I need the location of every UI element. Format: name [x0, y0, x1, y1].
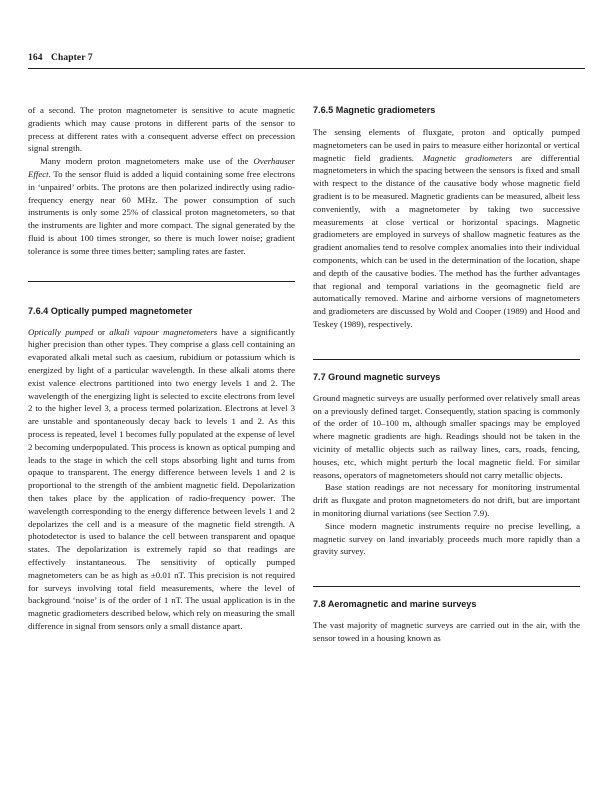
term-alkali-vapour: alkali vapour magnetometers [109, 326, 218, 337]
section-rule-7-6-4 [28, 281, 295, 282]
paragraph-overhauser: Many modern proton magnetometers make use of the Overhauser Effect. To the sensor fluid is added a liquid containing some free electrons in ‘unpaired’ orbits. The protons are then polarized indirectly using radio-frequency energy near 60 MHz. The power consumption of such instruments is only some 25% of classical proton magnetometers, so that the instruments are lighter and more compact. The signal generated by the fluid is about 100 times stronger, so there is much lower noise; gradient tolerance is some three times better; sampling rates are faster. [28, 156, 295, 256]
chapter-label: Chapter 7 [51, 53, 93, 63]
paragraph-proton-sensitivity: of a second. The proton magnetometer is sensitive to acute magnetic gradients which may cause protons in different parts of the sensor to precess at different rates with a consequent adverse effect on precession signal strength. [28, 105, 295, 154]
header-rule [28, 68, 585, 69]
right-column [313, 104, 580, 645]
heading-7-8: 7.8 Aeromagnetic and marine surveys [313, 599, 477, 610]
paragraph-optically-pumped: Optically pumped or alkali vapour magnetometers have a significantly higher precision than other types. They comprise a glass cell containing an evaporated alkali metal such as caesium, rubidium or potassium which is energized by light of a particular wavelength. In these alkali atoms there exist valence electrons partitioned into two energy levels 1 and 2. The wavelength of the energizing light is selected to excite electrons from level 2 to the higher level 3, a process termed polarization. Electrons at level 3 are unstable and spontaneously decay back to levels 1 and 2. As this process is repeated, level 1 becomes fully populated at the expense of level 2 becoming underpopulated. This process is known as optical pumping and leads to the stage in which the cell stops absorbing light and turns from opaque to transparent. The energy difference between levels 1 and 2 is proportional to the strength of the ambient magnetic field. Depolarization then takes place by the application of radio-frequency power. The wavelength corresponding to the energy difference between levels 1 and 2 depolarizes the cell and is a measure of the magnetic field strength. A photodetector is used to balance the cell between transparent and opaque states. The depolarization is extremely rapid so that readings are effectively instantaneous. The sensitivity of optically pumped magnetometers can be as high as ±0.01 nT. This precision is not required for surveys involving total field measurements, where the level of background ‘noise’ is of the order of 1 nT. The usual application is in the magnetic gradiometers described below, which rely on measuring the small difference in signal from sensors only a small distance apart. [28, 326, 295, 631]
paragraph-aeromagnetic: The vast majority of magnetic surveys are carried out in the air, with the sensor towed in a housing known as [313, 620, 580, 643]
page-number: 164 [28, 53, 43, 63]
section-rule-7-7 [313, 359, 580, 360]
paragraph-ground-surveys: Ground magnetic surveys are usually performed over relatively small areas on a previously defined target. Consequently, station spacing is commonly of the order of 10–100 m, although smaller spacings may be employed where magnetic gradients are high. Readings should not be taken in the vicinity of metallic objects such as railway lines, cars, roads, fencing, houses, etc, which might perturb the local magnetic field. For similar reasons, operators of magnetometers should not carry metallic objects. [313, 392, 580, 480]
heading-7-6-4: 7.6.4 Optically pumped magnetometer [28, 305, 193, 316]
heading-7-6-5: 7.6.5 Magnetic gradiometers [313, 105, 436, 115]
term-optically-pumped: Optically pumped [28, 326, 94, 337]
left-column [28, 104, 295, 633]
running-head [28, 53, 93, 63]
paragraph-base-station: Base station readings are not necessary for monitoring instrumental drift as fluxgate and proton magnetometers do not drift, but are important in monitoring diurnal variations (see Section 7.9). [313, 482, 580, 518]
heading-7-7: 7.7 Ground magnetic surveys [313, 371, 441, 382]
paragraph-gradiometers: The sensing elements of fluxgate, proton and optically pumped magnetometers can be used in pairs to measure either horizontal or vertical magnetic field gradients. Magnetic gradiometers are differential magnetometers in which the spacing between the sensors is fixed and small with respect to the distance of the causative body whose magnetic field gradient is to be measured. Magnetic gradients can be measured, albeit less conveniently, with a magnetometer by taking two successive measurements at close vertical or horizontal spacings. Magnetic gradiometers are employed in surveys of shallow magnetic features as the gradient anomalies tend to resolve complex anomalies into their individual components, which can be used in the determination of the location, shape and depth of the causative bodies. The method has the further advantages that regional and temporal variations in the geomagnetic field are automatically removed. Marine and airborne versions of magnetometers and gradiometers are discussed by Wold and Cooper (1989) and Hood and Teskey (1989), respectively. [313, 127, 580, 329]
term-magnetic-gradiometers: Magnetic gradiometers [422, 152, 513, 163]
section-rule-7-8 [313, 586, 580, 587]
term-overhauser-effect: Overhauser Effect [28, 156, 295, 179]
paragraph-levelling: Since modern magnetic instruments require no precise levelling, a magnetic survey on land invariably proceeds much more rapidly than a gravity survey. [313, 520, 580, 557]
